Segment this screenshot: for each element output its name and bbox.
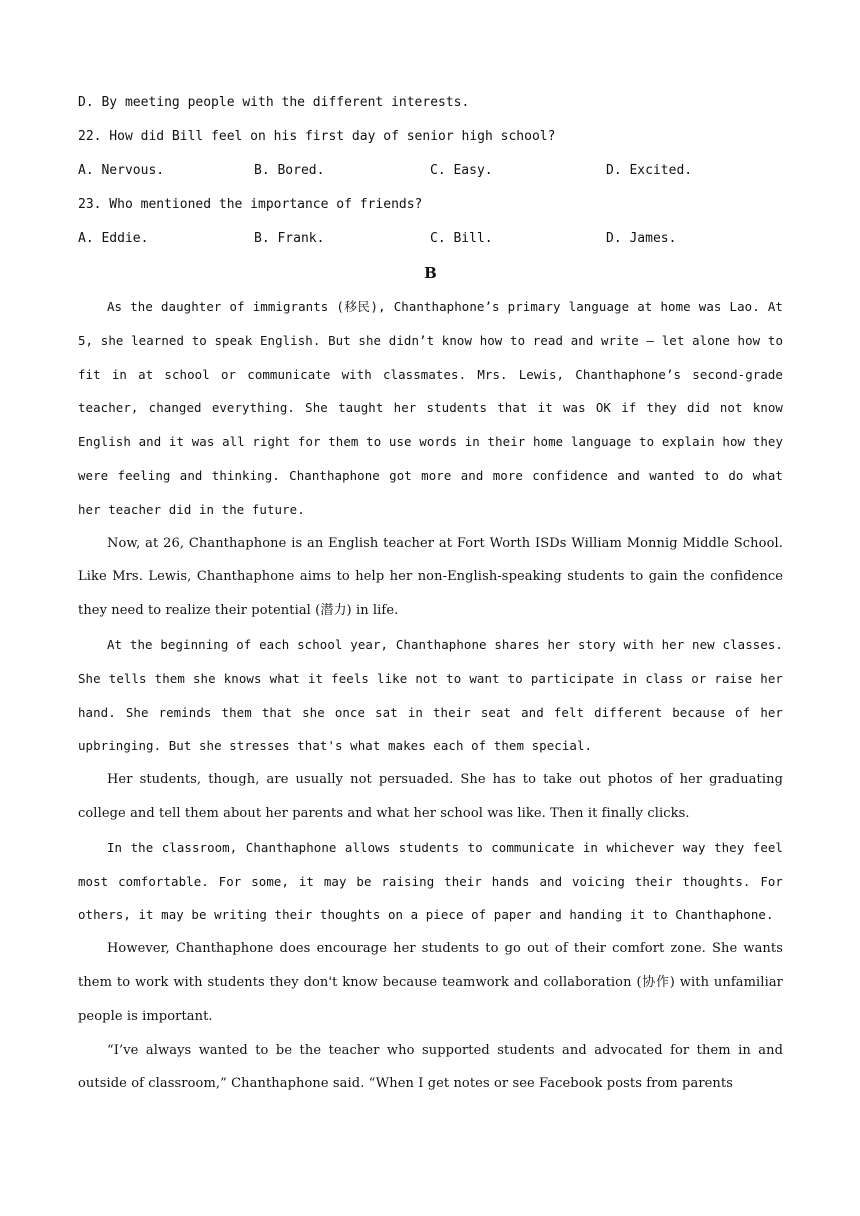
q22-option-a: A. Nervous. <box>78 163 165 178</box>
paragraph: In the classroom, Chanthaphone allows students to communicate in whichever way they feel most comfortable. For some, it may be raising their hands and voicing their thoughts. For others, it may be writing their thoughts on a piece of paper and handing it to Chanthaphone. <box>78 839 783 923</box>
q21-option-d: D. By meeting people with the different interests. <box>78 95 470 110</box>
q23-option-c: C. Bill. <box>430 231 493 246</box>
q23-option-d: D. James. <box>606 231 677 246</box>
q22-option-b: B. Bored. <box>254 163 325 178</box>
paragraph: Her students, though, are usually not persuaded. She has to take out photos of her graduating college and tell them about her parents and what her school was like. Then it finally clicks. <box>78 772 783 821</box>
document-page <box>78 86 783 1101</box>
section-heading: B <box>424 264 437 282</box>
q22-option-d: D. Excited. <box>606 163 693 178</box>
paragraph: As the daughter of immigrants (移民), Chanthaphone’s primary language at home was Lao. At 5, she learned to speak English. But she didn’t know how to read and write — let alone how to fit in at school or communicate with classmates. Mrs. Lewis, Chanthaphone’s second-grade teacher, changed everything. She taught her students that it was OK if they did not know English and it was all right for them to use words in their home language to explain how they were feeling and thinking. Chanthaphone got more and more confidence and wanted to do what her teacher did in the future. <box>78 299 783 517</box>
q22-stem: 22. How did Bill feel on his first day of senior high school? <box>78 129 556 144</box>
q23-option-a: A. Eddie. <box>78 231 149 246</box>
paragraph: “I’ve always wanted to be the teacher who supported students and advocated for them in and outside of classroom,” Chanthaphone said. “When I get notes or see Facebook posts from parents <box>78 1042 783 1092</box>
q22-options <box>78 154 783 188</box>
q23-stem: 23. Who mentioned the importance of friends? <box>78 197 423 212</box>
q23-option-b: B. Frank. <box>254 231 325 246</box>
paragraph: Now, at 26, Chanthaphone is an English teacher at Fort Worth ISDs William Monnig Middle School. Like Mrs. Lewis, Chanthaphone aims to help her non-English-speaking students to gain the confidence they need to realize their potential (潜力) in life. <box>78 535 783 619</box>
q22-option-c: C. Easy. <box>430 163 493 178</box>
paragraph: However, Chanthaphone does encourage her students to go out of their comfort zone. She wants them to work with students they don't know because teamwork and collaboration (协作) with unfamiliar people is important. <box>78 941 783 1024</box>
q23-options <box>78 222 783 256</box>
paragraph: At the beginning of each school year, Chanthaphone shares her story with her new classes. She tells them she knows what it feels like not to want to participate in class or raise her hand. She reminds them that she once sat in their seat and felt different because of her upbringing. But she stresses that's what makes each of them special. <box>78 636 783 754</box>
